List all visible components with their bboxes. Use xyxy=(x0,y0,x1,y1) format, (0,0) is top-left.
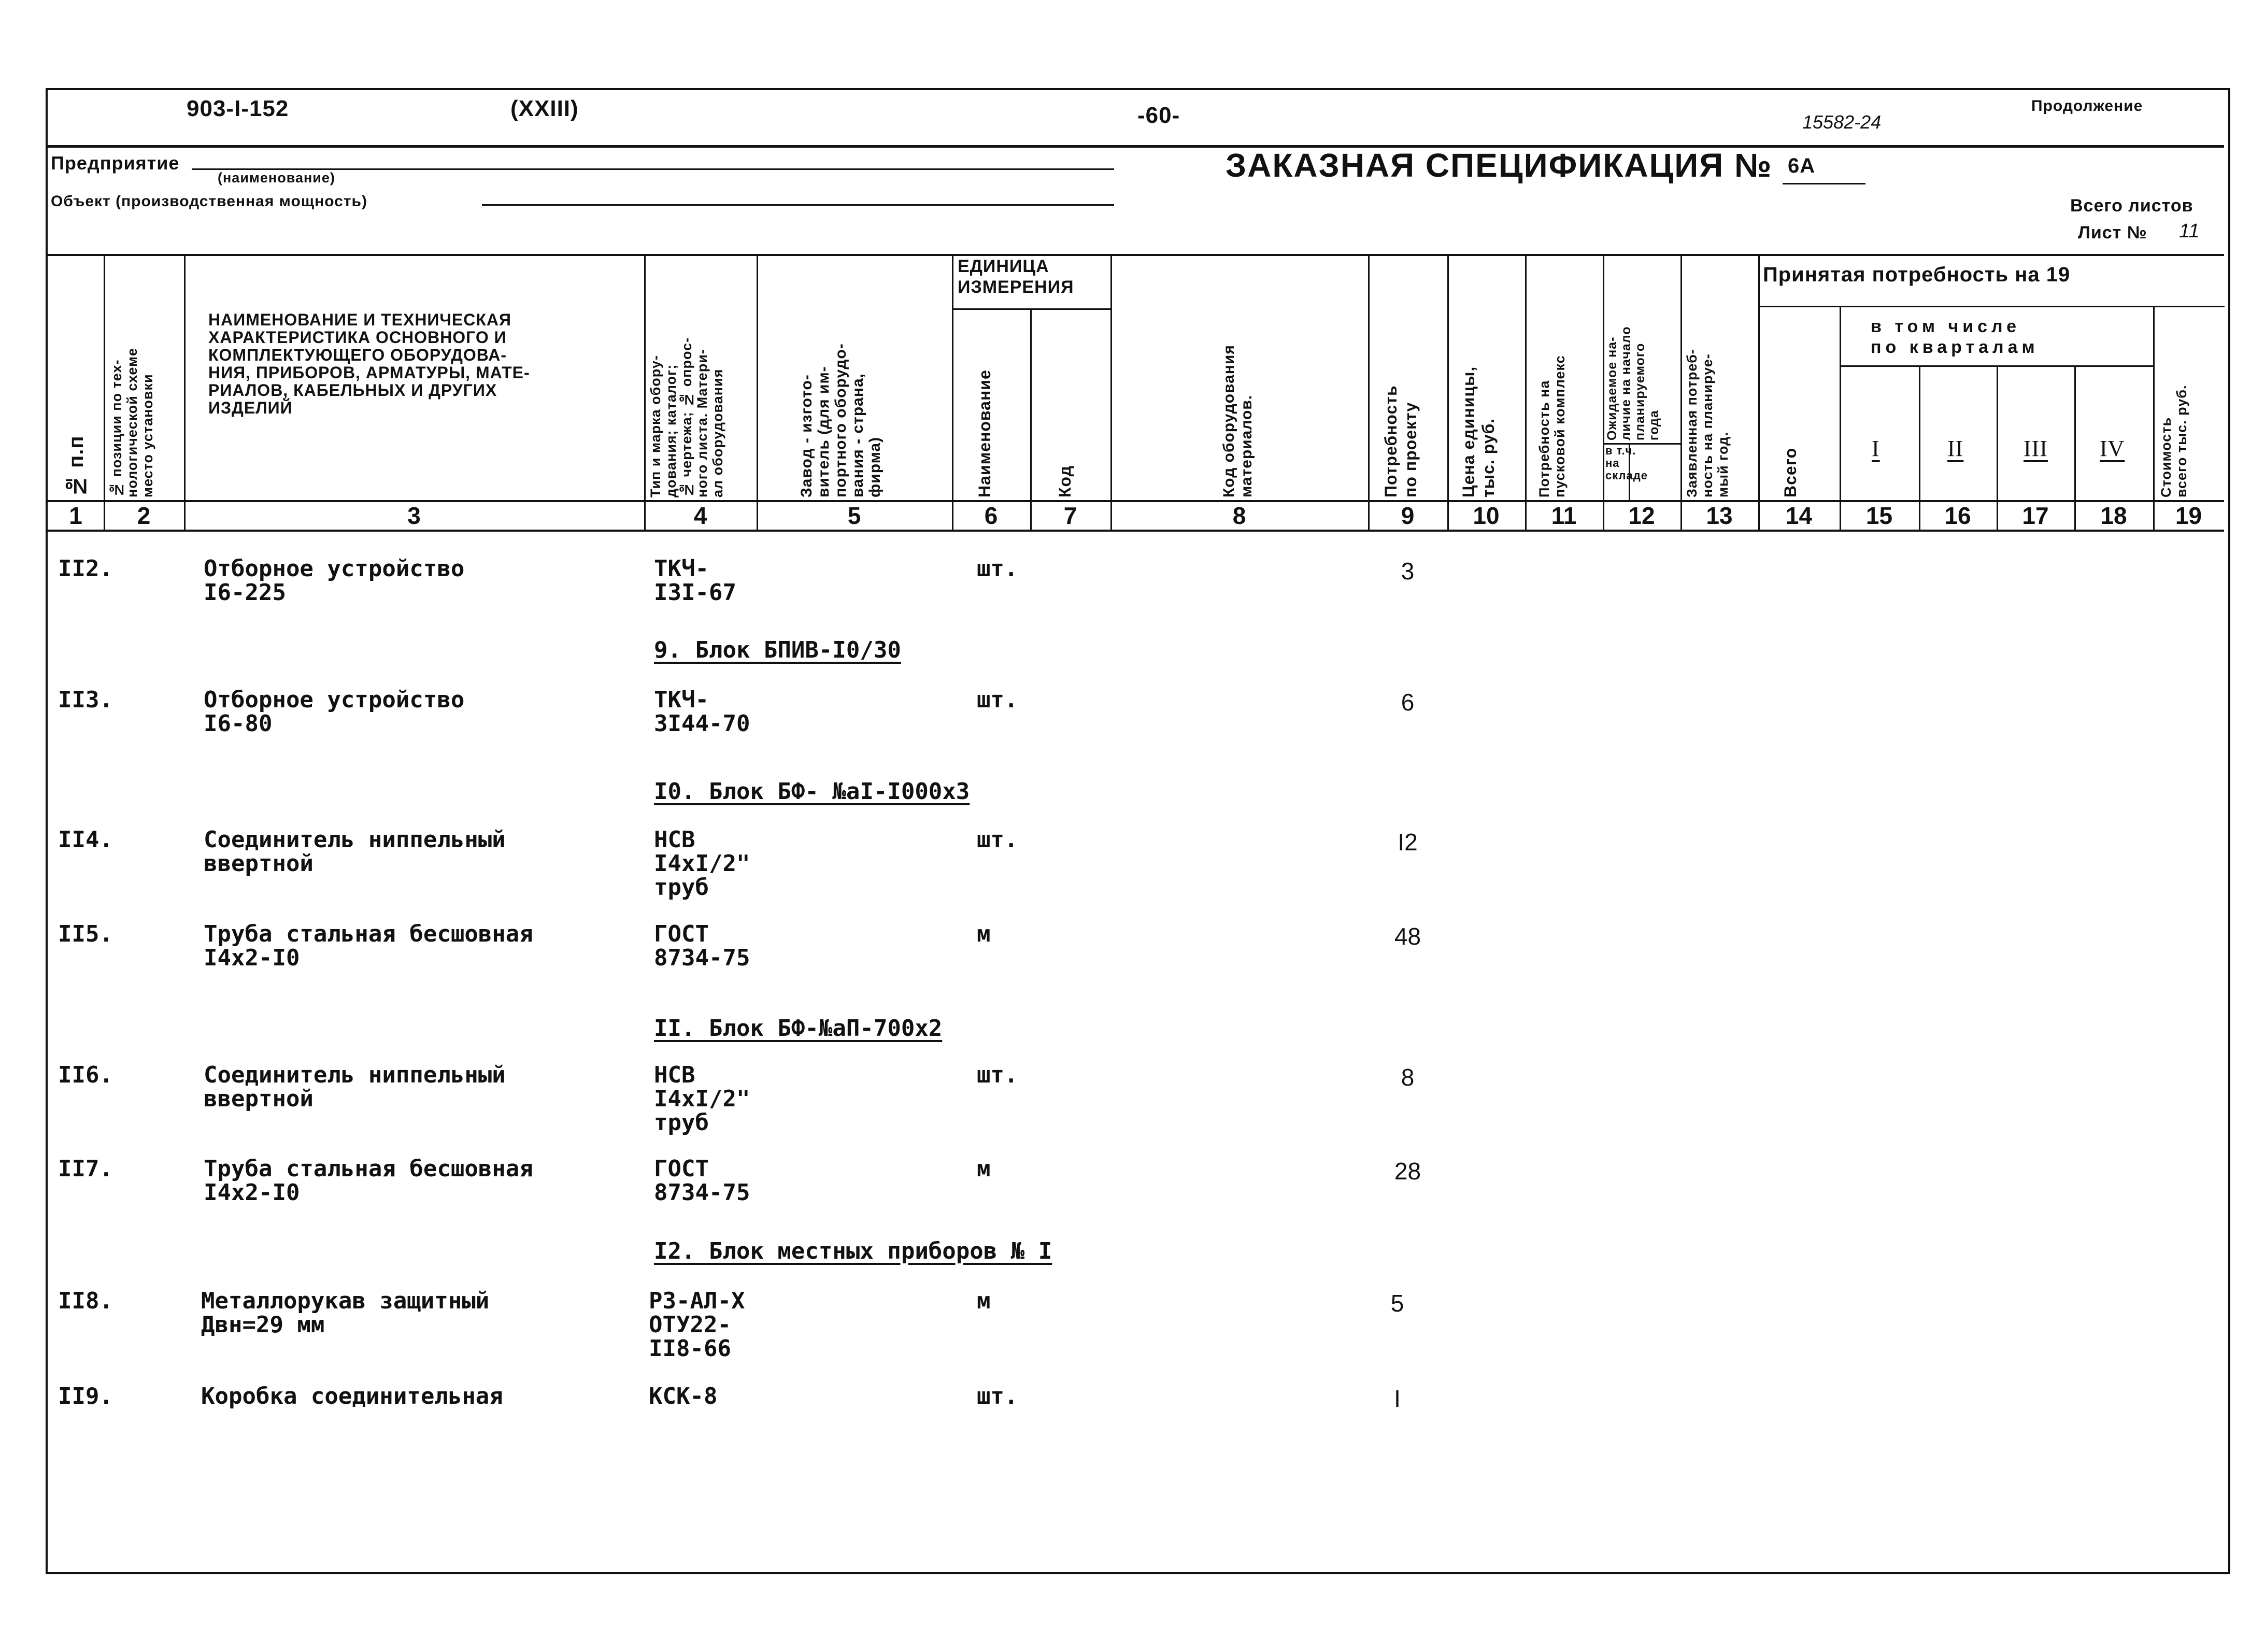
enterprise-label: Предприятие xyxy=(51,152,180,174)
col-number-14: 14 xyxy=(1785,502,1813,529)
col-number-1: 1 xyxy=(69,502,82,529)
col-number-8: 8 xyxy=(1232,502,1246,529)
row-item-name: Соединитель ниппельный ввертной xyxy=(204,827,506,877)
row-unit: шт. xyxy=(977,1383,1018,1409)
row-number: II9. xyxy=(58,1383,113,1409)
row-number: II2. xyxy=(58,556,113,582)
row-item-name: Отборное устройство I6-80 xyxy=(204,687,465,737)
header-in-stock: в т.ч. на складе xyxy=(1605,444,1648,482)
col-number-3: 3 xyxy=(407,502,421,529)
row-quantity: 3 xyxy=(1401,558,1415,585)
col-number-16: 16 xyxy=(1944,502,1971,529)
col-number-4: 4 xyxy=(693,502,707,529)
row-item-type: НСВ I4xI/2" труб xyxy=(654,827,750,901)
header-quarter-3: III xyxy=(2024,436,2048,461)
col-number-15: 15 xyxy=(1865,502,1893,529)
row-unit: шт. xyxy=(977,687,1018,713)
row-unit: м xyxy=(977,1156,991,1182)
col-number-18: 18 xyxy=(2100,502,2127,529)
row-quantity: 48 xyxy=(1394,923,1421,950)
header-equipment-code: Код оборудования материалов. xyxy=(1220,345,1255,497)
sheet-number: 11 xyxy=(2179,220,2200,242)
row-item-type: НСВ I4xI/2" труб xyxy=(654,1062,750,1136)
row-unit: шт. xyxy=(977,1062,1018,1088)
row-item-name: Отборное устройство I6-225 xyxy=(204,556,465,606)
section-heading: 9. Блок БПИВ-I0/30 xyxy=(654,637,901,663)
col-number-9: 9 xyxy=(1401,502,1415,529)
row-unit: шт. xyxy=(977,827,1018,853)
row-number: II3. xyxy=(58,687,113,713)
doc-code: 903-I-152 xyxy=(187,96,289,121)
row-unit: м xyxy=(977,1288,991,1314)
col-number-10: 10 xyxy=(1473,502,1500,529)
row-quantity: 5 xyxy=(1390,1290,1404,1317)
col-number-17: 17 xyxy=(2022,502,2049,529)
col-number-12: 12 xyxy=(1628,502,1655,529)
col-number-6: 6 xyxy=(984,502,998,529)
form-title: ЗАКАЗНАЯ СПЕЦИФИКАЦИЯ № xyxy=(1226,147,1773,184)
row-item-type: ГОСТ 8734-75 xyxy=(654,1156,750,1206)
stamp-number: 15582-24 xyxy=(1802,111,1882,133)
header-total: Всего xyxy=(1781,447,1800,497)
header-cost: Стоимость всего тыс. руб. xyxy=(2158,384,2189,497)
header-position: № позиции по тех- нологической схеме место установки xyxy=(109,347,155,497)
spec-number: 6А xyxy=(1788,154,1816,177)
header-declared-need: Заявленная потреб- ность на планируе- мый год. xyxy=(1684,349,1731,497)
row-item-type: РЗ-АЛ-Х ОТУ22- II8-66 xyxy=(649,1288,745,1362)
col-number-19: 19 xyxy=(2175,502,2202,529)
row-quantity: I xyxy=(1394,1385,1401,1412)
section-heading: I2. Блок местных приборов № I xyxy=(654,1238,1052,1264)
row-quantity: 28 xyxy=(1394,1158,1421,1185)
header-quarter-1: I xyxy=(1872,436,1880,461)
row-number: II5. xyxy=(58,921,113,947)
header-accepted-need: Принятая потребность на 19 xyxy=(1763,263,2071,286)
enterprise-sublabel: (наименование) xyxy=(218,170,335,186)
object-label: Объект (производственная мощность) xyxy=(51,193,367,210)
section-heading: I0. Блок БФ- №aI-I000x3 xyxy=(654,778,970,805)
header-unit-price: Цена единицы, тыс. руб. xyxy=(1459,366,1498,497)
row-quantity: 8 xyxy=(1401,1064,1415,1091)
col-number-13: 13 xyxy=(1706,502,1733,529)
row-item-type: ТКЧ- I3I-67 xyxy=(654,556,736,606)
row-item-name: Коробка соединительная xyxy=(201,1383,503,1409)
col-number-7: 7 xyxy=(1063,502,1077,529)
row-quantity: 6 xyxy=(1401,689,1415,716)
col-number-11: 11 xyxy=(1551,502,1577,529)
header-unit-code: Код xyxy=(1056,465,1074,497)
header-type: Тип и марка обору- дования; каталог; № чертежа; № опрос- ного листа. Матери- ал оборудования xyxy=(648,337,725,497)
header-unit-group: ЕДИНИЦА ИЗМЕРЕНИЯ xyxy=(958,257,1074,297)
page-number: -60- xyxy=(1137,103,1180,128)
header-quarter-4: IV xyxy=(2100,436,2125,461)
row-number: II8. xyxy=(58,1288,113,1314)
col-number-2: 2 xyxy=(137,502,151,529)
header-unit-name: Наименование xyxy=(975,369,994,497)
row-item-type: ГОСТ 8734-75 xyxy=(654,921,750,971)
row-item-name: Соединитель ниппельный ввертной xyxy=(204,1062,506,1112)
header-expected: Ожидаемое на- личие на начало планируемого года xyxy=(1605,326,1661,440)
header-item-number: № п.п xyxy=(65,435,88,497)
album-number: (XXIII) xyxy=(510,96,579,121)
row-item-name: Металлорукав защитный Двн=29 мм xyxy=(201,1288,490,1338)
row-item-name: Труба стальная бесшовная I4x2-I0 xyxy=(204,921,533,971)
row-number: II4. xyxy=(58,827,113,853)
header-name: НАИМЕНОВАНИЕ И ТЕХНИЧЕСКАЯ ХАРАКТЕРИСТИКА ОСНОВНОГО И КОМПЛЕКТУЮЩЕГО ОБОРУДОВА- НИЯ, ПРИБОРОВ, АРМАТУРЫ, МАТЕ- РИАЛОВ, КАБЕЛЬНЫХ И ДРУГИХ ИЗДЕЛИЙ xyxy=(208,310,530,417)
continuation-label: Продолжение xyxy=(2031,97,2143,115)
header-quarter-2: II xyxy=(1947,436,1964,461)
row-unit: м xyxy=(977,921,991,947)
row-item-type: КСК-8 xyxy=(649,1383,718,1409)
header-quarters-group: в том числе по кварталам xyxy=(1871,317,2039,357)
col-number-5: 5 xyxy=(847,502,861,529)
row-item-type: ТКЧ- 3I44-70 xyxy=(654,687,750,737)
header-startup-need: Потребность на пусковой комплекс xyxy=(1536,355,1568,497)
sheet-label: Лист № xyxy=(2078,223,2147,243)
header-manufacturer: Завод - изгото- витель (для им- портного оборудо- вания - страна, фирма) xyxy=(798,343,884,497)
row-number: II6. xyxy=(58,1062,113,1088)
total-sheets-label: Всего листов xyxy=(2070,196,2193,216)
header-project-need: Потребность по проекту xyxy=(1381,385,1420,497)
row-unit: шт. xyxy=(977,556,1018,582)
section-heading: II. Блок БФ-№aП-700x2 xyxy=(654,1015,943,1042)
row-item-name: Труба стальная бесшовная I4x2-I0 xyxy=(204,1156,533,1206)
row-quantity: I2 xyxy=(1398,829,1418,856)
row-number: II7. xyxy=(58,1156,113,1182)
